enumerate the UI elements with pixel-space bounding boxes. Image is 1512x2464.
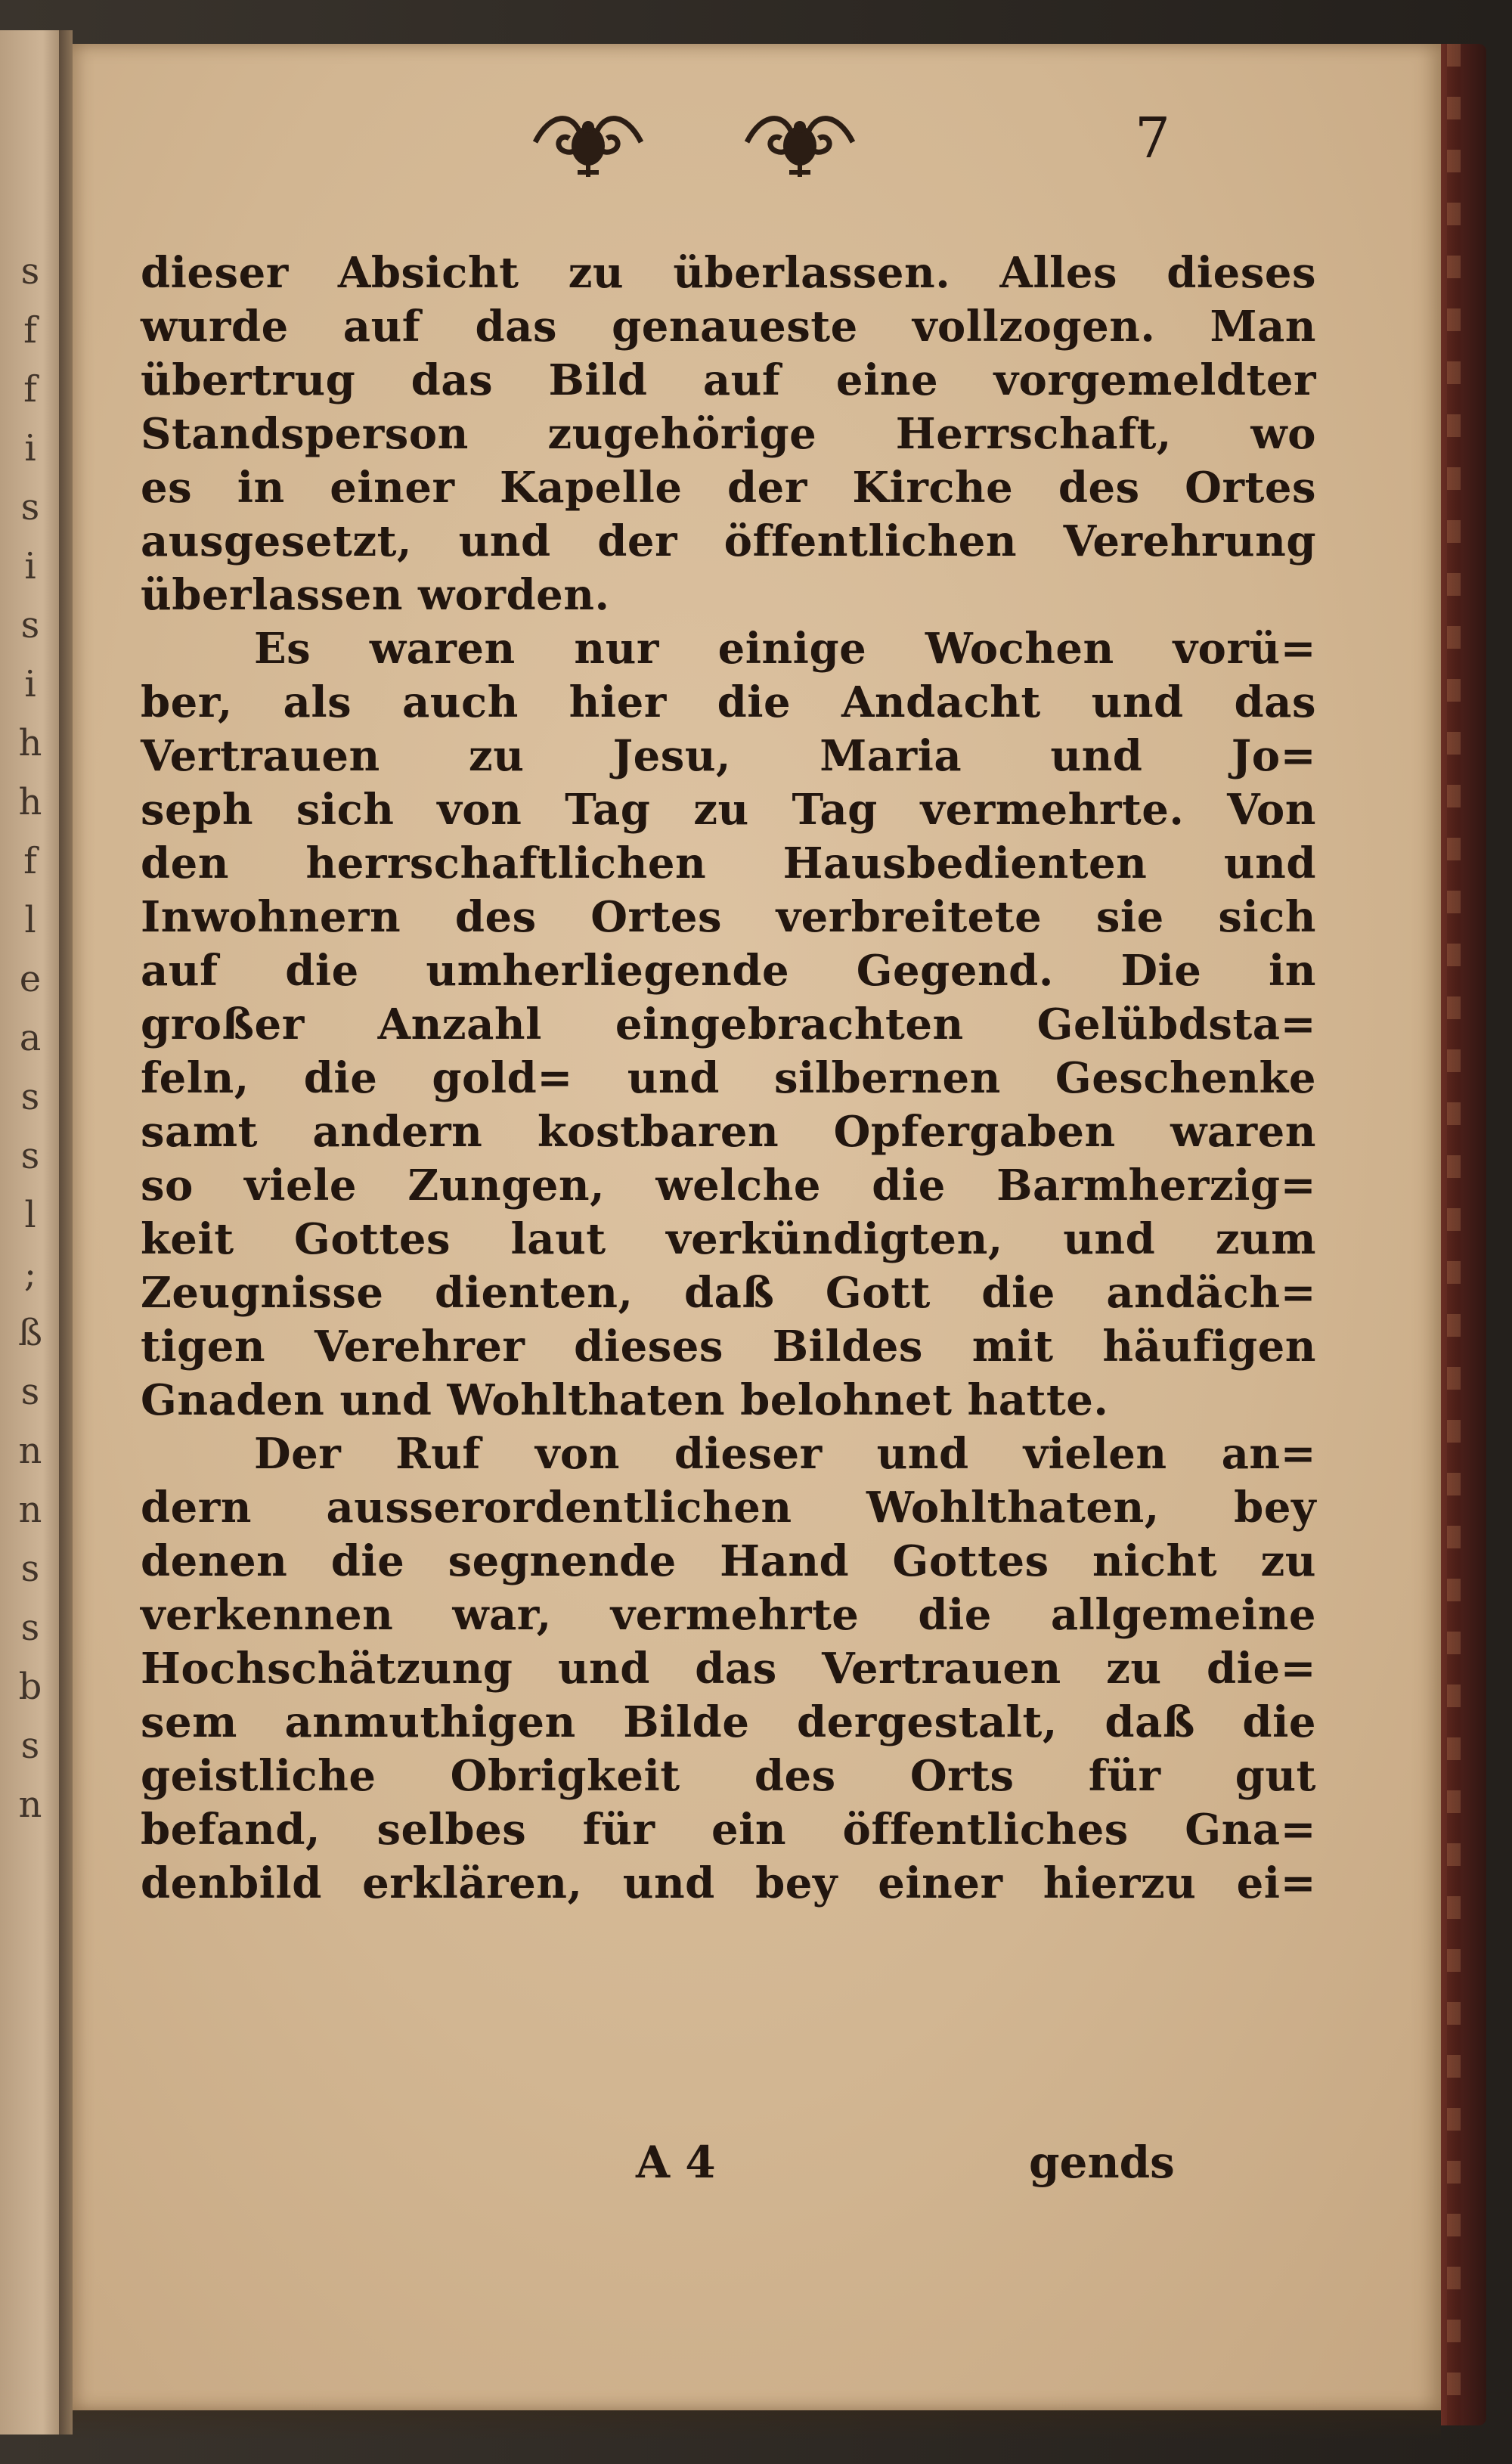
- margin-mark: i: [24, 663, 36, 705]
- text-line: Zeugnisse dienten, daß Gott die andäch=: [141, 1268, 1316, 1318]
- text-line: den herrschaftlichen Hausbedienten und: [141, 838, 1316, 888]
- text-line: dieser Absicht zu überlassen. Alles dieses: [141, 248, 1316, 298]
- margin-mark: i: [24, 545, 36, 587]
- margin-mark: f: [23, 368, 37, 411]
- book-gutter: [59, 30, 73, 2435]
- text-line: feln, die gold= und silbernen Geschenke: [141, 1053, 1316, 1103]
- margin-mark: f: [23, 840, 37, 882]
- text-line: verkennen war, vermehrte die allgemeine: [141, 1590, 1316, 1640]
- text-line: keit Gottes laut verkündigten, und zum: [141, 1214, 1316, 1264]
- margin-mark: l: [24, 1194, 36, 1236]
- text-line: großer Anzahl eingebrachten Gelübdsta=: [141, 1000, 1316, 1049]
- margin-mark: h: [18, 781, 42, 823]
- text-line: denbild erklären, und bey einer hierzu ei=: [141, 1858, 1316, 1908]
- text-line: es in einer Kapelle der Kirche des Ortes: [141, 463, 1316, 513]
- text-line: sem anmuthigen Bilde dergestalt, daß die: [141, 1697, 1316, 1747]
- book-page: [73, 44, 1441, 2410]
- text-line: samt andern kostbaren Opfergaben waren: [141, 1107, 1316, 1157]
- margin-mark: s: [20, 1607, 40, 1649]
- floral-ornament-icon: [528, 104, 649, 180]
- text-line: so viele Zungen, welche die Barmherzig=: [141, 1161, 1316, 1210]
- margin-mark: a: [19, 1017, 42, 1059]
- page-header: [73, 44, 1441, 195]
- margin-mark: s: [20, 486, 40, 528]
- text-line: Gnaden und Wohlthaten belohnet hatte.: [141, 1375, 1109, 1425]
- margin-mark: s: [20, 1725, 40, 1767]
- margin-mark: i: [24, 427, 36, 470]
- margin-mark: ;: [23, 1253, 37, 1295]
- text-line: dern ausserordentlichen Wohlthaten, bey: [141, 1483, 1316, 1533]
- margin-mark: s: [20, 1548, 40, 1590]
- margin-mark: s: [20, 1076, 40, 1118]
- text-line: Vertrauen zu Jesu, Maria und Jo=: [141, 731, 1316, 781]
- body-text: [141, 246, 1316, 1911]
- book-cover-edge: [1441, 44, 1486, 2425]
- margin-mark: h: [18, 722, 42, 764]
- previous-page-edge: [0, 30, 60, 2435]
- margin-mark: ß: [17, 1312, 43, 1354]
- margin-mark: s: [20, 1371, 40, 1413]
- text-line: überlassen worden.: [141, 570, 610, 620]
- margin-mark: e: [19, 958, 42, 1000]
- catchword: gends: [1029, 2137, 1175, 2188]
- floral-ornament-icon: [739, 104, 860, 180]
- text-line: denen die segnende Hand Gottes nicht zu: [141, 1536, 1316, 1586]
- text-line: seph sich von Tag zu Tag vermehrte. Von: [141, 785, 1316, 835]
- previous-page-margin-text: [0, 242, 60, 1834]
- margin-mark: s: [20, 1135, 40, 1177]
- text-line: Hochschätzung und das Vertrauen zu die=: [141, 1644, 1316, 1694]
- margin-mark: s: [20, 604, 40, 646]
- page-footer: [73, 2137, 1441, 2205]
- text-line: tigen Verehrer dieses Bildes mit häufigen: [141, 1322, 1316, 1371]
- signature-mark: A 4: [636, 2137, 716, 2188]
- text-line: auf die umherliegende Gegend. Die in: [141, 946, 1316, 996]
- text-line: befand, selbes für ein öffentliches Gna=: [141, 1805, 1316, 1855]
- margin-mark: b: [18, 1666, 42, 1708]
- text-line: wurde auf das genaueste vollzogen. Man: [141, 302, 1316, 352]
- text-line: ausgesetzt, und der öffentlichen Verehrung: [141, 516, 1316, 566]
- text-line: ber, als auch hier die Andacht und das: [141, 677, 1316, 727]
- margin-mark: n: [18, 1489, 42, 1531]
- margin-mark: l: [24, 899, 36, 941]
- text-line: geistliche Obrigkeit des Orts für gut: [141, 1751, 1316, 1801]
- page-number: 7: [1135, 106, 1171, 171]
- margin-mark: n: [18, 1784, 42, 1826]
- text-line: Der Ruf von dieser und vielen an=: [254, 1429, 1316, 1479]
- text-line: Inwohnern des Ortes verbreitete sie sich: [141, 892, 1316, 942]
- margin-mark: n: [18, 1430, 42, 1472]
- page-bottom-shadow: [73, 2410, 1441, 2441]
- text-line: Es waren nur einige Wochen vorü=: [254, 624, 1316, 674]
- margin-mark: s: [20, 250, 40, 293]
- text-line: übertrug das Bild auf eine vorgemeldter: [141, 355, 1316, 405]
- text-line: Standsperson zugehörige Herrschaft, wo: [141, 409, 1316, 459]
- margin-mark: f: [23, 309, 37, 352]
